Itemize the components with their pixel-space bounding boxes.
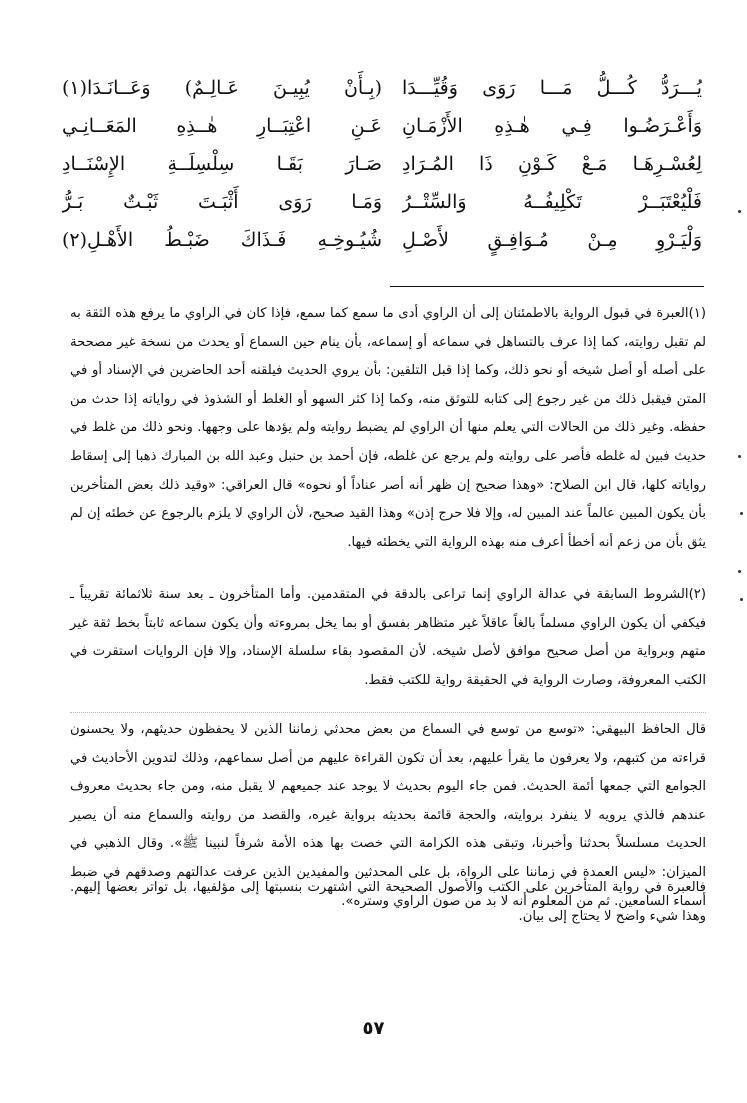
poem-hemistich-left: عَـنِ اعْتِبَــارِ هٰــذِهِ المَعَــانِـي — [62, 115, 382, 137]
footnote-1-text: (١)العبرة في قبول الرواية بالاطمئنان إلى أن الراوي أدى ما سمع كما سمع، فإذا كان في الراوي ما يرفع هذه الثقة به لم تقبل روايته، كما إذا عرف بالتساهل في سماعه أو إسماعه، بأن ينام حين السماع أو يحدث من نسخة غير مصححة على أصله أو أصل شيخه أو نحو ذلك، وكما إذا قبل التلقين: بأن يروي الحديث فيلقنه أحد الحاضرين في الإسناد أو في المتن فيقبل ذلك من غير رجوع إلى كتابه للتوثق منه، وكما إذا كثر السهو أو الغلط أو الشذوذ في رواياته إذا حدث من حفظه. وغير ذلك من الحالات التي يعلم منها أن الراوي لم يضبط روايته ولم يؤدها على وجهها. ونحو ذلك من غلط في حديث فبين له غلطه فأصر على روايته ولم يرجع عن غلطه، فإن أحمد بن حنبل وعبد الله بن المبارك ذهبا إلى إسقاط رواياته كلها، قال ابن الصلاح: «وهذا صحيح إن ظهر أنه أصر عناداً أو نحوه» قال العراقي: «وقيد ذلك بعض المتأخرين بأن يكون المبين عالماً عند المبين له، وإلا فلا حرج إذن» وهذا القيد صحيح، لأن الراوي لا يلزم بالرجوع عن خطئه إن لم يثق بأن من زعم أنه أخطأ أعرف منه بهذه الرواية التي يخطئه فيها. — [70, 306, 706, 550]
poem-hemistich-right: فَلْيُعْتَبَــرْ تَكْلِيفُــهُ وَالسِّتْــرُ — [402, 191, 702, 213]
poem-hemistich-left: (بِـأَنْ يُبِيـنَ عَـالِـمٌ) وَعَــانَـدَا(١) — [62, 77, 382, 99]
section-separator — [70, 712, 706, 713]
scan-speck — [740, 598, 743, 601]
poem-verse-3 — [62, 146, 702, 182]
scan-speck — [740, 512, 743, 515]
poem-verse-2 — [62, 108, 702, 144]
poem-verse-4 — [62, 184, 702, 220]
poem-hemistich-right: يُـــرَدُّ كُـــلُّ مَـــا رَوَى وَقُيِّـــدَا — [402, 77, 702, 99]
poem-hemistich-right: لِعُسْـرِهَـا مَـعْ كَـوْنِ ذَا المُـرَادِ — [402, 153, 702, 175]
footnote-divider — [390, 286, 704, 287]
poem-verse-1 — [62, 70, 702, 106]
scan-speck — [738, 570, 741, 573]
poem-verse-5 — [62, 222, 702, 258]
poem-hemistich-right: وَأَعْـرَضُـوا فِـي هٰـذِهِ الأَزْمَـانِ — [402, 115, 702, 137]
poem-hemistich-left: صَـارَ بَقَـا سِلْسِلَــةِ الإِسْنَــادِ — [62, 153, 382, 175]
poem-hemistich-right: وَلْيَـرْوِ مِـنْ مُـوَافِـقٍ لأَصْـلِ — [402, 229, 702, 251]
scan-speck — [738, 210, 741, 213]
scan-speck — [738, 455, 741, 458]
footnote-2 — [70, 581, 706, 695]
footnote-2-text: (٢)الشروط السابقة في عدالة الراوي إنما تراعى بالدقة في المتقدمين. وأما المتأخرون ـ بعد سنة ثلاثمائة تقريباً ـ فيكفي أن يكون الراوي مسلماً بالغاً عاقلاً غير متظاهر بفسق أو بما يخل بمروءته وأن يكون سماعه ثابتاً بخط ثقة غير متهم وبرواية من أصل صحيح موافق لأصل شيخه. لأن المقصود بقاء سلسلة الإسناد، وإلا فإن الروايات استقرت في الكتب المعروفة، وصارت الرواية في الحقيقة رواية للكتب فقط. — [70, 587, 706, 688]
poem-hemistich-left: شُيُـوخِـهِ فَـذَاكَ ضَبْـطُ الأَهْـلِ(٢) — [62, 229, 382, 251]
poem-verses — [62, 70, 702, 255]
page-number: ٥٧ — [362, 1018, 385, 1039]
body-paragraph-2 — [70, 874, 706, 931]
footnote-1 — [70, 300, 706, 557]
body-paragraph-2-text: فالعبرة في رواية المتأخرين على الكتب والأصول الصحيحة التي اشتهرت بنسبتها إلى مؤلفيها، بل تواتر بعضها إليهم. وهذا شيء واضح لا يحتاج إلى بيان. — [70, 880, 706, 924]
poem-hemistich-left: وَمَـا رَوَى أَثْبَـتَ ثَبْـتٌ بَـرُّ — [62, 191, 382, 213]
body-paragraph-1-text: قال الحافظ البيهقي: «توسع من توسع في السماع من بعض محدثي زماننا الذين لا يحفظون حديثهم، ولا يحسنون قراءته من كتبهم، ولا يعرفون ما يقرأ عليهم، بعد أن تكون القراءة عليهم من أصل سماعهم، وذلك لتدوين الأحاديث في الجوامع التي جمعها أئمة الحديث. فمن جاء اليوم بحديث لا يوجد عند جميعهم لا يقبل منه، ومن جاء بحديث معروف عندهم فالذي يرويه لا ينفرد بروايته، والحجة قائمة بحديثه برواية غيره، والقصد من روايته والسماع منه أن يصير الحديث مسلسلاً بحدثنا وأخبرنا، وتبقى هذه الكرامة التي خصت بها هذه الأمة شرفاً لنبينا ﷺ». وقال الذهبي في الميزان: «ليس العمدة في زماننا على الرواة، بل على المحدثين والمفيدين الذين عرفت عدالتهم وصدقهم في ضبط أسماء السامعين. ثم من المعلوم أنه لا بد من صون الراوي وستره». — [70, 722, 706, 909]
